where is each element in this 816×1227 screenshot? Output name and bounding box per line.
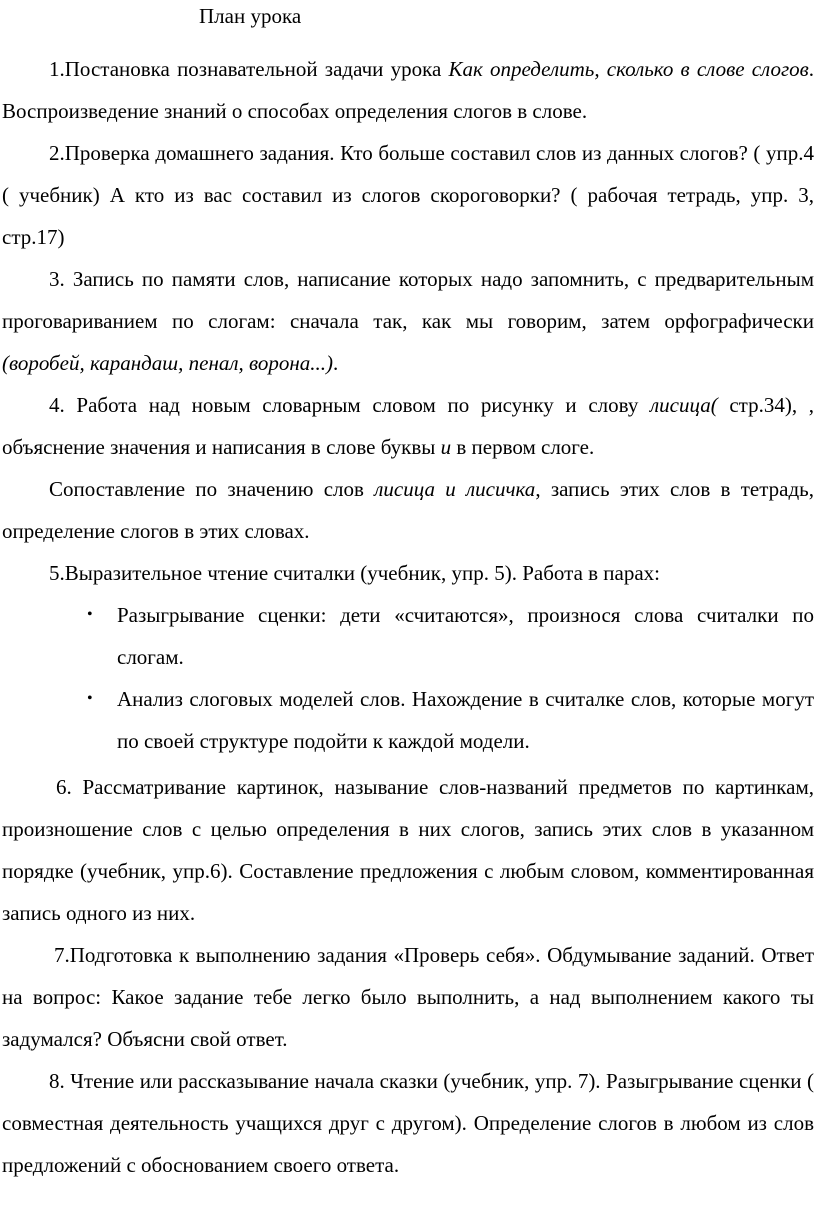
paragraph-8: 8. Чтение или рассказывание начала сказки (учебник, упр. 7). Разыгрывание сценки ( совместная деятельность учащихся друг с другом). Определение слогов в любом из слов предложений с обоснованием своего ответа. xyxy=(2,1069,814,1177)
list-item-text: Анализ слоговых моделей слов. Нахождение в считалке слов, которые могут по своей структуре подойти к каждой модели. xyxy=(117,687,814,753)
paragraph-4b-italic: лисица и лисичка xyxy=(374,477,536,501)
paragraph-4b xyxy=(2,468,814,552)
paragraph-3-text-end: . xyxy=(333,351,339,375)
bullet-list xyxy=(2,594,814,762)
paragraph-3-text: 3. Запись по памяти слов, написание которых надо запомнить, с предварительным проговариванием по слогам: сначала так, как мы говорим, затем орфографически xyxy=(2,267,814,333)
bullet-icon: • xyxy=(87,606,93,623)
paragraph-4 xyxy=(2,384,814,468)
paragraph-4-text: 4. Работа над новым словарным словом по рисунку и слову xyxy=(49,393,650,417)
bullet-icon: • xyxy=(87,690,93,707)
paragraph-7: 7.Подготовка к выполнению задания «Проверь себя». Обдумывание заданий. Ответ на вопрос: Какое задание тебе легко было выполнить, а над выполнением какого ты задумался? Объясни свой ответ. xyxy=(2,943,814,1051)
list-item xyxy=(87,678,814,762)
list-item xyxy=(87,594,814,678)
paragraph-4-italic-letter: и xyxy=(440,435,452,459)
paragraph-1-text: 1.Постановка познавательной задачи урока xyxy=(49,57,449,81)
list-item-text: Разыгрывание сценки: дети «считаются», произнося слова считалки по слогам. xyxy=(117,603,814,669)
paragraph-1 xyxy=(2,48,814,132)
paragraph-4-text-mid: стр.34), , объяснение значения и написания в слове буквы xyxy=(2,393,815,459)
paragraph-4b-text: Сопоставление по значению слов xyxy=(49,477,375,501)
paragraph-4-text-end: в первом слоге. xyxy=(451,435,595,459)
paragraph-1-italic: Как определить, сколько в слове слогов xyxy=(448,57,809,81)
lesson-plan-title: План урока xyxy=(199,4,302,28)
paragraph-2: 2.Проверка домашнего задания. Кто больше составил слов из данных слогов? ( упр.4 ( учебник) А кто из вас составил из слогов скороговорки? ( рабочая тетрадь, упр. 3, стр.17) xyxy=(2,141,814,249)
paragraph-3-italic: (воробей, карандаш, пенал, ворона...) xyxy=(2,351,334,375)
paragraph-1-text-end: . Воспроизведение знаний о способах определения слогов в слове. xyxy=(2,57,814,123)
paragraph-4b-text-end: , запись этих слов в тетрадь, определение слогов в этих словах. xyxy=(2,477,814,543)
paragraph-6: 6. Рассматривание картинок, называние слов-названий предметов по картинкам, произношение слов с целью определения в них слогов, запись этих слов в указанном порядке (учебник, упр.6). Составление предложения с любым словом, комментированная запись одного из них. xyxy=(2,775,814,925)
paragraph-4-italic-word: лисица( xyxy=(649,393,718,417)
paragraph-5: 5.Выразительное чтение считалки (учебник, упр. 5). Работа в парах: xyxy=(49,561,661,585)
paragraph-3 xyxy=(2,258,814,384)
